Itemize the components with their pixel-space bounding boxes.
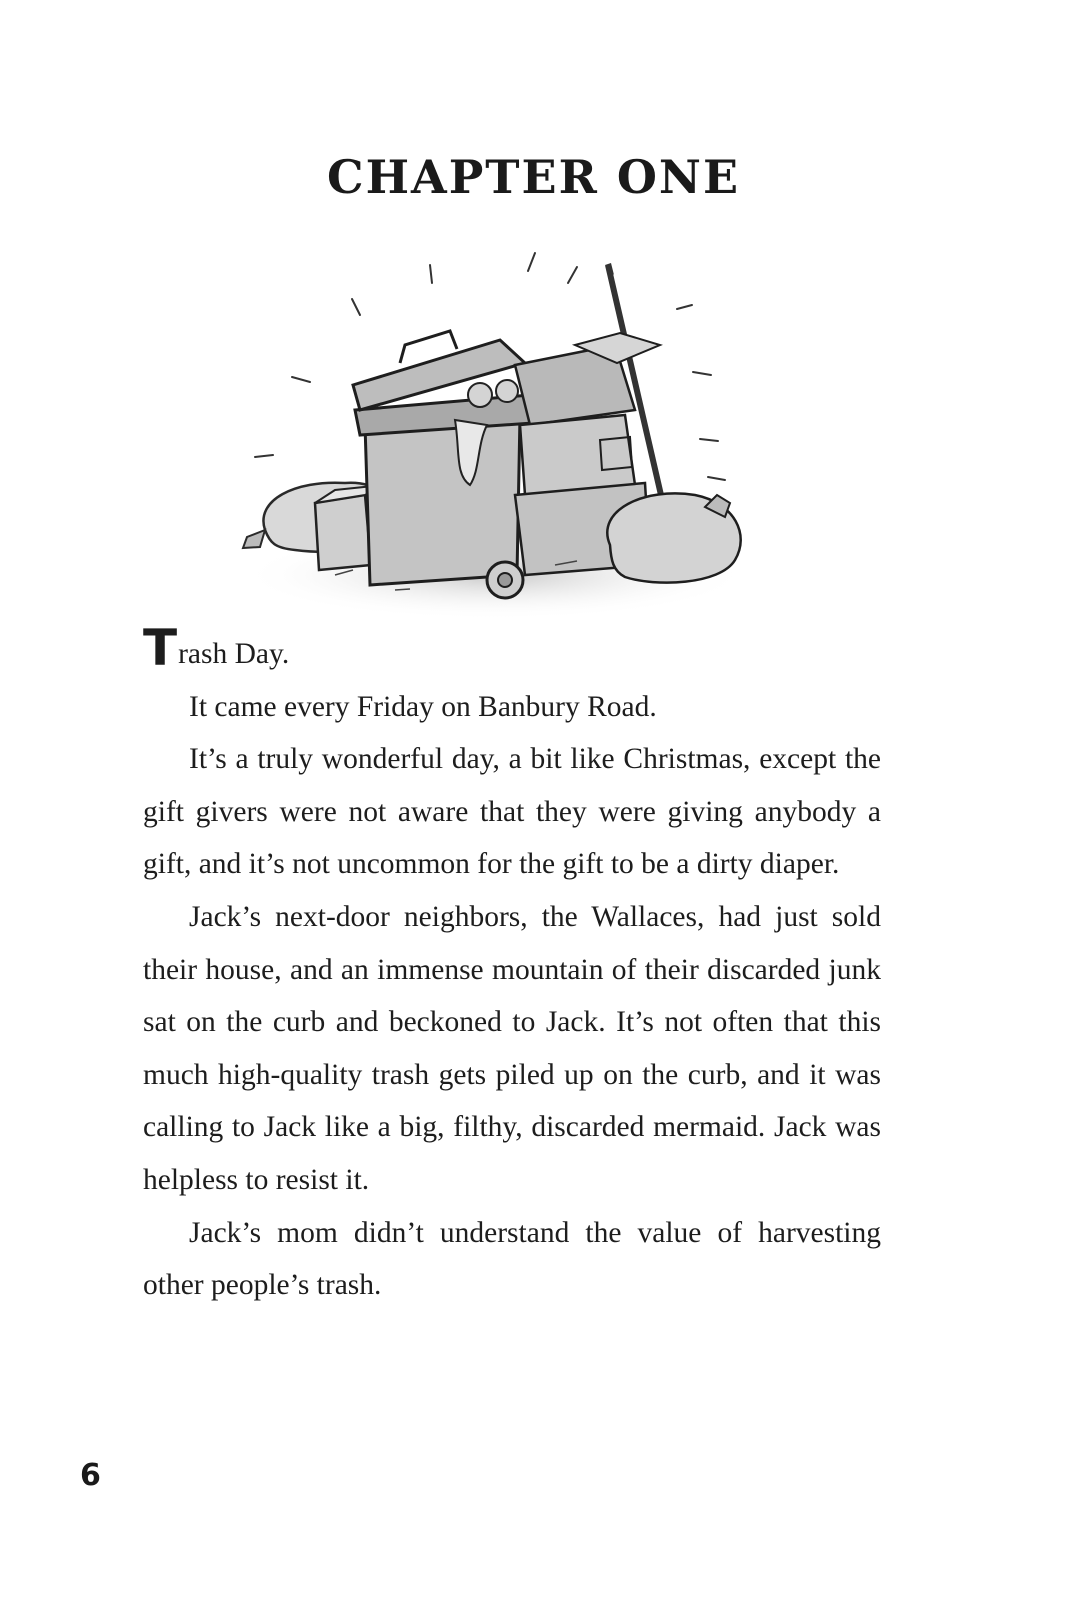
paragraph: It’s a truly wonderful day, a bit like Christmas, except the gift givers were not aware that they were giving anybody a gift, and it’s not uncommon for the gift to be a dirty diaper. bbox=[143, 743, 881, 881]
opening-paragraph bbox=[143, 619, 881, 681]
page-number: 6 bbox=[80, 1458, 101, 1493]
paragraph: Jack’s mom didn’t understand the value of harvesting other people’s trash. bbox=[143, 1216, 881, 1302]
drop-cap: T bbox=[143, 619, 178, 677]
paragraph: Jack’s next-door neighbors, the Wallaces, had just sold their house, and an immense mountain of their discarded junk sat on the curb and beckoned to Jack. It’s not often that this much high-quality trash gets piled up on the curb, and it was calling to Jack like a big, filthy, discarded mermaid. Jack was helpless to resist it. bbox=[143, 900, 881, 1196]
paragraph: It came every Friday on Banbury Road. bbox=[189, 690, 657, 723]
opening-line: rash Day. bbox=[178, 638, 290, 670]
trash-pile-illustration bbox=[225, 245, 765, 625]
chapter-body bbox=[143, 619, 881, 1312]
chapter-title: CHAPTER ONE bbox=[326, 150, 741, 204]
